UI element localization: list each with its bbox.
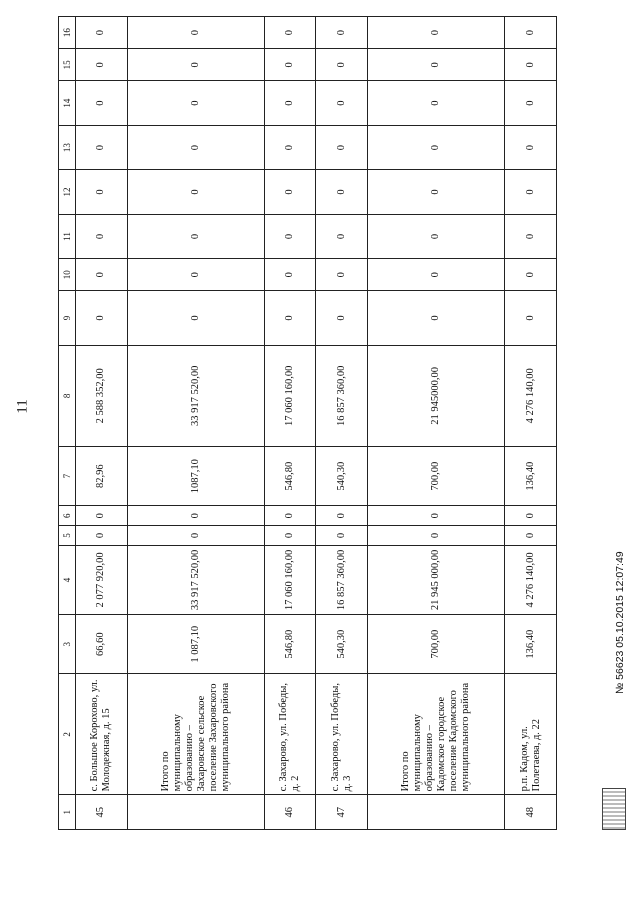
cell-col-13: 0: [76, 125, 128, 169]
cell-col-8: 33 917 520,00: [127, 345, 264, 446]
cell-col-2: Итого по муниципальному образованию – Захаровское сельское поселение Захаровского муниципального района: [127, 674, 264, 795]
cell-col-5: 0: [264, 526, 316, 546]
cell-col-7: 546,80: [264, 447, 316, 506]
cell-col-7: 136,40: [505, 447, 557, 506]
cell-col-8: 17 060 160,00: [264, 345, 316, 446]
cell-col-15: 0: [127, 49, 264, 81]
cell-col-3: 540,30: [316, 615, 368, 674]
cell-col-14: 0: [76, 81, 128, 125]
cell-col-15: 0: [316, 49, 368, 81]
cell-col-14: 0: [127, 81, 264, 125]
cell-col-9: 0: [316, 291, 368, 345]
cell-col-16: 0: [127, 17, 264, 49]
cell-col-10: 0: [505, 259, 557, 291]
cell-col-9: 0: [264, 291, 316, 345]
column-header-13: 13: [59, 125, 76, 169]
column-header-1: 1: [59, 795, 76, 830]
cell-col-6: 0: [505, 506, 557, 526]
cell-col-5: 0: [316, 526, 368, 546]
rotated-table-frame: [58, 16, 557, 830]
cell-col-1: 45: [76, 795, 128, 830]
cell-col-4: 4 276 140,00: [505, 545, 557, 614]
table-row: [76, 17, 128, 830]
cell-col-2: р.п. Кадом, ул. Полетаева, д. 22: [505, 674, 557, 795]
cell-col-5: 0: [505, 526, 557, 546]
cell-col-16: 0: [505, 17, 557, 49]
cell-col-10: 0: [264, 259, 316, 291]
cell-col-7: 700,00: [368, 447, 505, 506]
cell-col-13: 0: [127, 125, 264, 169]
cell-col-12: 0: [127, 170, 264, 214]
cell-col-16: 0: [76, 17, 128, 49]
cell-col-12: 0: [264, 170, 316, 214]
column-header-11: 11: [59, 214, 76, 258]
cell-col-8: 21 945000,00: [368, 345, 505, 446]
cell-col-1: [127, 795, 264, 830]
cell-col-6: 0: [368, 506, 505, 526]
cell-col-2: с. Захарово, ул. Победы, д. 3: [316, 674, 368, 795]
column-header-16: 16: [59, 17, 76, 49]
cell-col-9: 0: [505, 291, 557, 345]
cell-col-15: 0: [368, 49, 505, 81]
cell-col-16: 0: [264, 17, 316, 49]
cell-col-1: 47: [316, 795, 368, 830]
column-header-15: 15: [59, 49, 76, 81]
cell-col-10: 0: [127, 259, 264, 291]
column-header-7: 7: [59, 447, 76, 506]
header-row: [59, 17, 76, 830]
cell-col-3: 66,60: [76, 615, 128, 674]
column-header-6: 6: [59, 506, 76, 526]
cell-col-5: 0: [76, 526, 128, 546]
cell-col-12: 0: [316, 170, 368, 214]
cell-col-2: с. Большое Корохово, ул. Молодежная, д. 15: [76, 674, 128, 795]
registration-stamp: № 56623 05.10.2015 12:07:49: [614, 551, 626, 694]
cell-col-4: 17 060 160,00: [264, 545, 316, 614]
cell-col-13: 0: [368, 125, 505, 169]
cell-col-15: 0: [76, 49, 128, 81]
cell-col-8: 2 588 352,00: [76, 345, 128, 446]
cell-col-16: 0: [368, 17, 505, 49]
cell-col-7: 82,96: [76, 447, 128, 506]
cell-col-12: 0: [368, 170, 505, 214]
registration-seal: [602, 788, 626, 830]
cell-col-3: 136,40: [505, 615, 557, 674]
column-header-10: 10: [59, 259, 76, 291]
table-row: [505, 17, 557, 830]
cell-col-10: 0: [76, 259, 128, 291]
cell-col-14: 0: [505, 81, 557, 125]
cell-col-16: 0: [316, 17, 368, 49]
cell-col-11: 0: [264, 214, 316, 258]
column-header-2: 2: [59, 674, 76, 795]
cell-col-3: 546,80: [264, 615, 316, 674]
cell-col-9: 0: [368, 291, 505, 345]
cell-col-4: 2 077 920,00: [76, 545, 128, 614]
column-header-5: 5: [59, 526, 76, 546]
column-header-8: 8: [59, 345, 76, 446]
cell-col-5: 0: [127, 526, 264, 546]
column-header-9: 9: [59, 291, 76, 345]
cell-col-6: 0: [127, 506, 264, 526]
cell-col-12: 0: [505, 170, 557, 214]
table-row: [127, 17, 264, 830]
cell-col-11: 0: [127, 214, 264, 258]
cell-col-6: 0: [76, 506, 128, 526]
table-row: [264, 17, 316, 830]
cell-col-15: 0: [505, 49, 557, 81]
cell-col-10: 0: [316, 259, 368, 291]
cell-col-13: 0: [264, 125, 316, 169]
cell-col-14: 0: [316, 81, 368, 125]
cell-col-2: с. Захарово, ул. Победы, д. 2: [264, 674, 316, 795]
cell-col-2: Итого по муниципальному образованию – Кадомское городское поселение Кадомского муниципального района: [368, 674, 505, 795]
cell-col-9: 0: [127, 291, 264, 345]
table-container: [58, 16, 557, 830]
cell-col-12: 0: [76, 170, 128, 214]
cell-col-15: 0: [264, 49, 316, 81]
cell-col-1: 48: [505, 795, 557, 830]
cell-col-7: 540,30: [316, 447, 368, 506]
cell-col-8: 16 857 360,00: [316, 345, 368, 446]
cell-col-1: [368, 795, 505, 830]
page-number: 11: [14, 399, 31, 414]
cell-col-13: 0: [316, 125, 368, 169]
cell-col-7: 1087,10: [127, 447, 264, 506]
cell-col-6: 0: [264, 506, 316, 526]
cell-col-8: 4 276 140,00: [505, 345, 557, 446]
cell-col-14: 0: [368, 81, 505, 125]
cell-col-13: 0: [505, 125, 557, 169]
cell-col-1: 46: [264, 795, 316, 830]
cell-col-3: 1 087,10: [127, 615, 264, 674]
cell-col-5: 0: [368, 526, 505, 546]
cell-col-9: 0: [76, 291, 128, 345]
cell-col-4: 16 857 360,00: [316, 545, 368, 614]
cell-col-14: 0: [264, 81, 316, 125]
column-header-4: 4: [59, 545, 76, 614]
cell-col-11: 0: [505, 214, 557, 258]
column-header-14: 14: [59, 81, 76, 125]
cell-col-3: 700,00: [368, 615, 505, 674]
table-row: [368, 17, 505, 830]
cell-col-10: 0: [368, 259, 505, 291]
cell-col-11: 0: [368, 214, 505, 258]
table-body: [76, 17, 557, 830]
cell-col-6: 0: [316, 506, 368, 526]
table-row: [316, 17, 368, 830]
column-header-12: 12: [59, 170, 76, 214]
cell-col-11: 0: [76, 214, 128, 258]
data-table: [58, 16, 557, 830]
cell-col-11: 0: [316, 214, 368, 258]
cell-col-4: 21 945 000,00: [368, 545, 505, 614]
column-header-3: 3: [59, 615, 76, 674]
cell-col-4: 33 917 520,00: [127, 545, 264, 614]
